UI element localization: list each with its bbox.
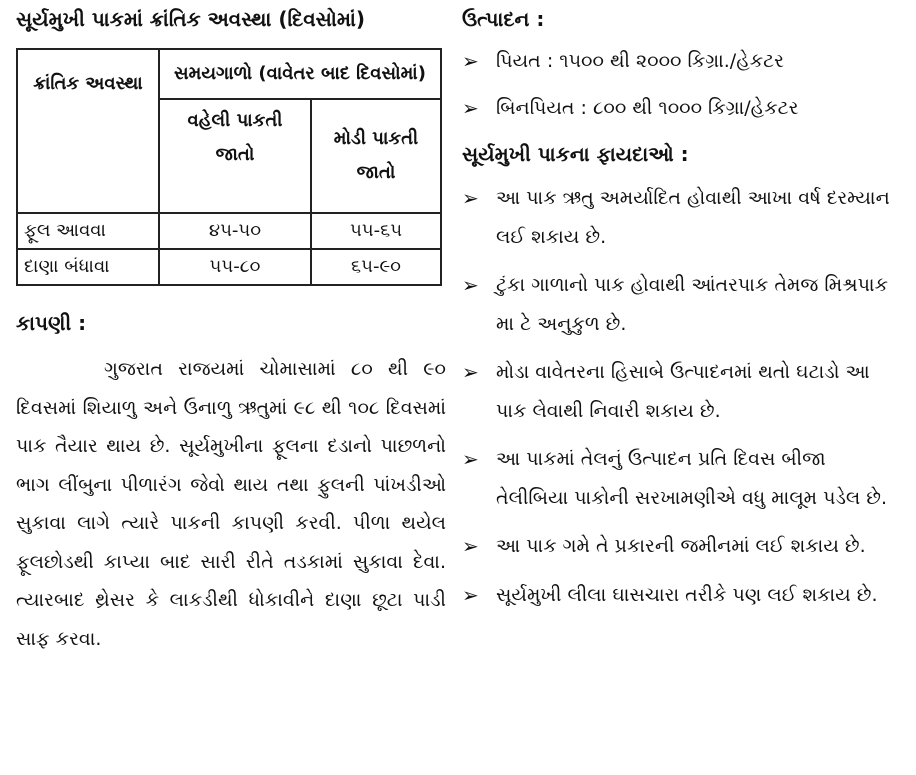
benefit-item: આ પાક ગમે તે પ્રકારની જમીનમાં લઈ શકાય છે.	[496, 535, 866, 557]
arrow-bullet-icon: ➢	[462, 582, 479, 607]
row-late: ૬૫-૯૦	[311, 249, 441, 285]
row-stage: દાણા બંધાવા	[17, 249, 159, 285]
harvest-heading: કાપણી :	[16, 311, 87, 335]
header-early: વહેલી પાકતી જાતો	[159, 99, 311, 213]
list-item	[462, 440, 902, 517]
arrow-bullet-icon: ➢	[462, 186, 479, 210]
arrow-bullet-icon: ➢	[462, 95, 479, 120]
benefit-item: ટુંકા ગાળાનો પાક હોવાથી આંતરપાક તેમજ મિશ્રપાક મા ટે અનુકુળ છે.	[496, 274, 888, 335]
table-row	[17, 213, 441, 249]
row-stage: ફૂલ આવવા	[17, 213, 159, 249]
production-list	[462, 42, 902, 127]
arrow-bullet-icon: ➢	[462, 273, 479, 297]
list-item	[462, 42, 902, 81]
critical-stages-table	[16, 48, 442, 286]
benefits-list	[462, 179, 902, 614]
right-column	[462, 4, 902, 614]
benefit-item: આ પાકમાં તેલનું ઉત્પાદન પ્રતિ દિવસ બીજા તેલીબિયા પાકોની સરખામણીએ વધુ માલૂમ પડેલ છે.	[496, 448, 888, 509]
header-period: સમયગાળો (વાવેતર બાદ દિવસોમાં)	[159, 49, 441, 99]
arrow-bullet-icon: ➢	[462, 49, 479, 73]
table-row	[17, 249, 441, 285]
list-item	[462, 89, 902, 128]
benefit-item: મોડા વાવેતરના હિસાબે ઉત્પાદનમાં થતો ઘટાડો આ પાક લેવાથી નિવારી શકાય છે.	[496, 361, 870, 422]
table-header-row	[17, 49, 441, 99]
benefits-heading: સૂર્યમુખી પાકના ફાયદાઓ :	[462, 142, 689, 166]
list-item	[462, 179, 902, 256]
arrow-bullet-icon: ➢	[462, 447, 479, 471]
list-item	[462, 527, 902, 566]
row-early: ૫૫-૮૦	[159, 249, 311, 285]
row-early: ૪૫-૫૦	[159, 213, 311, 249]
arrow-bullet-icon: ➢	[462, 534, 479, 558]
left-column	[16, 4, 446, 658]
list-item	[462, 353, 902, 430]
benefit-item: સૂર્યમુખી લીલા ઘાસચારા તરીકે પણ લઈ શકાય છે.	[496, 583, 878, 606]
stages-heading: સૂર્યમુખી પાકમાં ક્રાંતિક અવસ્થા (દિવસોમાં)	[16, 7, 366, 31]
list-item	[462, 266, 902, 343]
benefit-item: આ પાક ઋતુ અમર્યાદિત હોવાથી આખા વર્ષ દરમ્યાન લઈ શકાય છે.	[496, 187, 890, 248]
harvest-paragraph: ગુજરાત રાજયમાં ચોમાસામાં ૮૦ થી ૯૦ દિવસમાં શિયાળુ અને ઉનાળુ ઋતુમાં ૯૮ થી ૧૦૮ દિવસમાં પાક તૈયાર થાય છે. સૂર્યમુખીના ફૂલના દડાનો પાછળનો ભાગ લીંબુના પીળારંગ જેવો થાય તથા ફુલની પાંખડીઓ સુકાવા લાગે ત્યારે પાકની કાપણી કરવી. પીળા થયેલ ફૂલછોડથી કાપ્યા બાદ સારી રીતે તડકામાં સુકાવા દેવા. ત્યારબાદ થ્રેસર કે લાકડીથી ધોકાવીને દાણા છૂટા પાડી સાફ કરવા.	[16, 358, 446, 650]
list-item	[462, 576, 902, 615]
production-heading: ઉત્પાદન :	[462, 7, 545, 31]
arrow-bullet-icon: ➢	[462, 360, 479, 384]
header-stage: ક્રાંતિક અવસ્થા	[17, 49, 159, 213]
row-late: ૫૫-૬૫	[311, 213, 441, 249]
production-item: બિનપિયત : ૮૦૦ થી ૧૦૦૦ કિગ્રા/હેકટર	[496, 96, 799, 119]
production-item: પિયત : ૧૫૦૦ થી ૨૦૦૦ કિગ્રા./હેકટર	[496, 50, 785, 72]
header-late: મોડી પાકતી જાતો	[311, 99, 441, 213]
